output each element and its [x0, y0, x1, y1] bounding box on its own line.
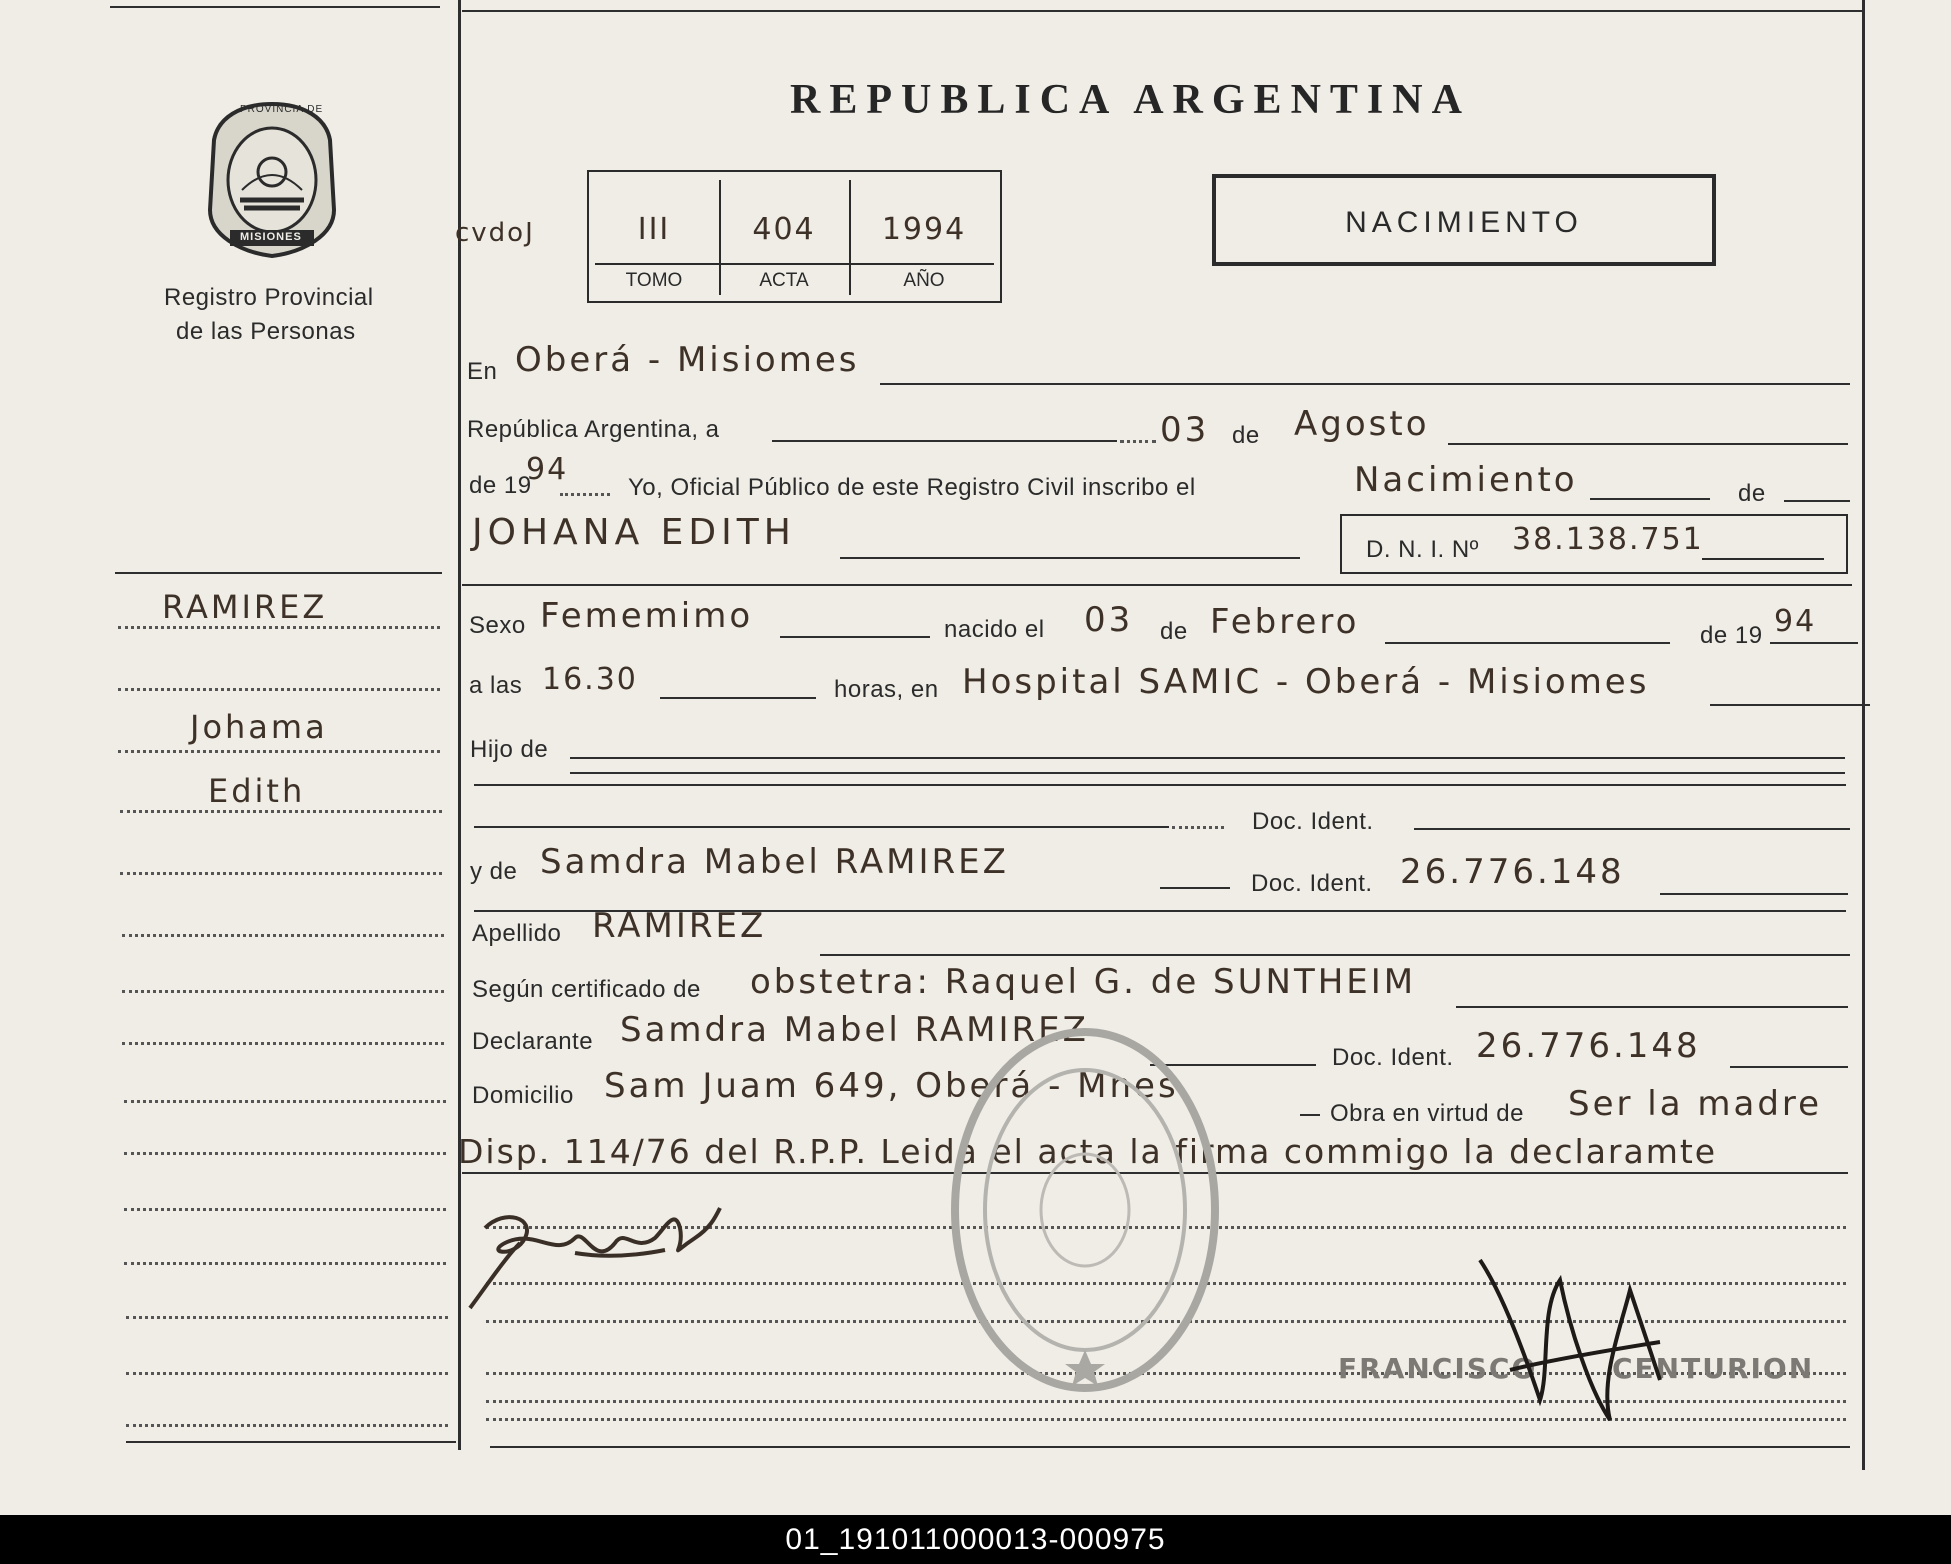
month-rule	[1448, 443, 1848, 445]
margin-divider	[115, 572, 442, 574]
margin-given-name-2: Edith	[208, 772, 306, 810]
yde-label: y de	[470, 858, 518, 885]
hour-value: 16.30	[542, 662, 638, 697]
registry-box	[587, 170, 1002, 303]
record-type-box	[1212, 174, 1716, 266]
tomo-label: TOMO	[625, 270, 683, 291]
doc-ident-label-1: Doc. Ident.	[1252, 808, 1374, 835]
domicilio-value: Sam Juam 649, Oberá - Mnes	[604, 1066, 1179, 1106]
segun-label: Según certificado de	[472, 976, 701, 1003]
mother-doc-value: 26.776.148	[1400, 852, 1625, 892]
en-rule	[880, 383, 1850, 385]
republica-label: República Argentina, a	[467, 416, 720, 443]
birth-month-value: Febrero	[1210, 602, 1360, 642]
doc-ident-label-2: Doc. Ident.	[1251, 870, 1373, 897]
nacido-label: nacido el	[944, 616, 1045, 643]
bottom-rule-left	[126, 1441, 456, 1443]
en-value: Oberá - Misiomes	[515, 340, 860, 380]
officer-stamp-surname: CENTURION	[1612, 1352, 1815, 1385]
hijo-label: Hijo de	[470, 736, 549, 763]
birth-year-value: 94	[1774, 604, 1817, 639]
disposition-note: Disp. 114/76 del R.P.P. Leida el acta la firma commigo la declaramte	[458, 1132, 1718, 1171]
declarante-value: Samdra Mabel RAMIREZ	[620, 1010, 1089, 1050]
registry-name-line2: de las Personas	[176, 318, 356, 345]
republica-rule-1	[772, 440, 1117, 442]
domicilio-label: Domicilio	[472, 1082, 574, 1109]
doc-ident-label-3: Doc. Ident.	[1332, 1044, 1454, 1071]
place-value: Hospital SAMIC - Oberá - Misiomes	[962, 662, 1650, 702]
right-border	[1862, 0, 1865, 1470]
day-value: 03	[1160, 410, 1210, 450]
de19b-label: de 19	[1700, 622, 1763, 649]
horas-label: horas, en	[834, 676, 939, 703]
act-value: Nacimiento	[1354, 460, 1578, 500]
acta-label: ACTA	[759, 270, 809, 291]
seal-top-text: PROVINCIA DE	[240, 104, 324, 115]
bottom-rule-right	[490, 1446, 1850, 1448]
top-rule-left	[110, 6, 440, 8]
de19-label: de 19	[469, 472, 532, 499]
apellido-value: RAMIREZ	[592, 906, 767, 946]
official-stamp	[945, 1020, 1225, 1400]
margin-note: cvdoJ	[455, 218, 535, 248]
tomo-value: III	[637, 212, 671, 247]
country-title: REPUBLICA ARGENTINA	[790, 77, 1471, 123]
obra-value: Ser la madre	[1568, 1084, 1823, 1124]
month-value: Agosto	[1294, 404, 1430, 444]
segun-value: obstetra: Raquel G. de SUNTHEIM	[750, 962, 1417, 1002]
en-label: En	[467, 358, 498, 385]
name-rule	[840, 557, 1300, 559]
mother-name-value: Samdra Mabel RAMIREZ	[540, 842, 1009, 882]
apellido-label: Apellido	[472, 920, 562, 947]
record-type-label: NACIMIENTO	[1345, 206, 1583, 239]
sexo-label: Sexo	[469, 612, 526, 639]
seal-bottom-text: MISIONES	[240, 231, 302, 243]
top-rule-right	[462, 10, 1862, 12]
registry-name-line1: Registro Provincial	[164, 284, 374, 311]
obra-label: Obra en virtud de	[1330, 1100, 1524, 1127]
ano-value: 1994	[881, 212, 967, 247]
year-value: 94	[526, 452, 569, 487]
margin-given-name-1: Johama	[190, 708, 328, 746]
de-label: de	[1232, 422, 1260, 449]
dni-box	[1340, 514, 1848, 574]
de2-label: de	[1160, 618, 1188, 645]
section-divider	[462, 584, 1852, 586]
declarant-signature	[465, 1198, 735, 1318]
dni-label: D. N. I. Nº	[1366, 536, 1479, 563]
sexo-value: Fememimo	[540, 596, 754, 636]
file-id-caption: 01_191011000013-000975	[0, 1515, 1951, 1564]
person-name-value: JOHANA EDITH	[472, 512, 796, 553]
de-end-label: de	[1738, 480, 1766, 507]
declarante-label: Declarante	[472, 1028, 594, 1055]
officer-stamp-first-name: FRANCISCO	[1338, 1352, 1538, 1385]
alas-label: a las	[469, 672, 523, 699]
birth-day-value: 03	[1084, 600, 1134, 640]
declarante-doc-value: 26.776.148	[1476, 1026, 1701, 1066]
yo-text: Yo, Oficial Público de este Registro Civil inscribo el	[628, 474, 1196, 501]
officer-signature	[1470, 1250, 1670, 1430]
dni-value: 38.138.751	[1512, 522, 1704, 557]
ano-label: AÑO	[903, 270, 945, 291]
acta-value: 404	[752, 212, 816, 247]
margin-surname: RAMIREZ	[162, 588, 328, 626]
